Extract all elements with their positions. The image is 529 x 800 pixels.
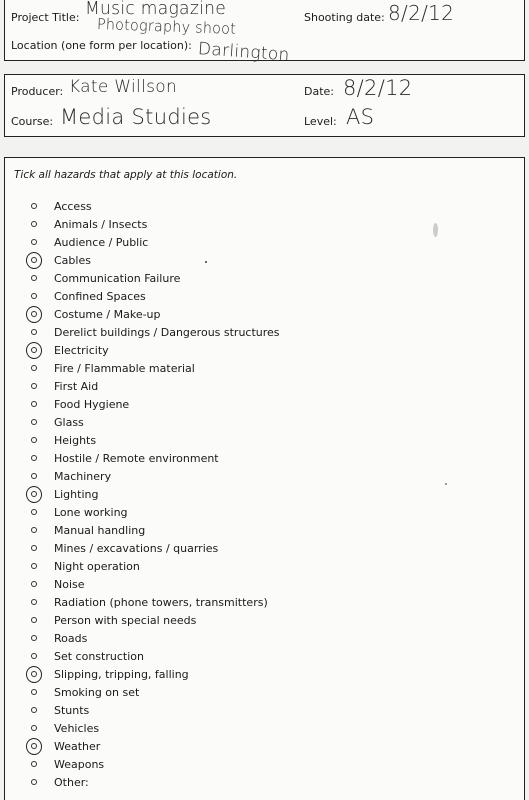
hazard-row[interactable] <box>5 647 524 665</box>
hand-drawn-circle-mark <box>25 665 43 684</box>
hazard-row[interactable] <box>5 395 524 413</box>
location-label: Location (one form per location): <box>11 39 192 52</box>
hazard-row[interactable] <box>5 323 524 341</box>
checkbox-circle-icon[interactable] <box>31 293 37 299</box>
checkbox-circle-icon[interactable] <box>31 329 37 335</box>
hazard-label: Costume / Make-up <box>54 307 161 321</box>
hazard-row[interactable] <box>5 755 524 773</box>
checkbox-circle-icon[interactable] <box>31 455 37 461</box>
checkbox-circle-icon[interactable] <box>31 725 37 731</box>
checkbox-circle-icon[interactable] <box>31 203 37 209</box>
checkbox-circle-icon[interactable] <box>31 545 37 551</box>
hazard-row[interactable] <box>5 413 524 431</box>
checkbox-circle-icon[interactable] <box>31 635 37 641</box>
course-value: Media Studies <box>60 105 212 129</box>
checkbox-circle-icon[interactable] <box>31 419 37 425</box>
hazard-row[interactable] <box>5 773 524 791</box>
checkbox-circle-icon[interactable] <box>31 473 37 479</box>
hazard-label: Electricity <box>54 343 109 357</box>
project-info-section <box>4 0 525 66</box>
hand-drawn-circle-mark <box>25 305 43 324</box>
hazard-instruction: Tick all hazards that apply at this location. <box>14 169 238 181</box>
hazard-label: Heights <box>54 433 97 447</box>
checkbox-circle-icon[interactable] <box>31 383 37 389</box>
hazard-label: Weapons <box>54 757 105 771</box>
shooting-date-value: 8/2/12 <box>388 1 455 25</box>
hazard-row[interactable] <box>5 521 524 539</box>
project-title-value-line2: Photography shoot <box>96 15 237 38</box>
hazard-row[interactable] <box>5 629 524 647</box>
hazard-label: Fire / Flammable material <box>54 361 195 375</box>
hazard-row[interactable] <box>5 233 524 251</box>
checkbox-circle-icon[interactable] <box>31 617 37 623</box>
hazard-row[interactable] <box>5 701 524 719</box>
hazard-label: Mines / excavations / quarries <box>54 541 219 555</box>
date-value: 8/2/12 <box>343 76 413 100</box>
hazard-row[interactable] <box>5 431 524 449</box>
hazard-label: Hostile / Remote environment <box>54 451 219 465</box>
hazard-row[interactable] <box>5 305 524 323</box>
hazard-row[interactable] <box>5 269 524 287</box>
hazard-row[interactable] <box>5 593 524 611</box>
hazard-label: Animals / Insects <box>54 217 148 231</box>
checkbox-circle-icon[interactable] <box>31 401 37 407</box>
hazard-checklist-section <box>4 157 525 800</box>
hazard-label: Glass <box>54 415 84 429</box>
hazard-row[interactable] <box>5 485 524 503</box>
hazard-label: Night operation <box>54 559 140 573</box>
hazard-row[interactable] <box>5 611 524 629</box>
hazard-label: Manual handling <box>54 523 146 537</box>
shooting-date-label: Shooting date: <box>304 11 385 24</box>
pen-dot <box>205 261 207 263</box>
hazard-label: Lighting <box>54 487 99 501</box>
hazard-row[interactable] <box>5 359 524 377</box>
hazard-label: Food Hygiene <box>54 397 130 411</box>
producer-info-section <box>4 74 525 137</box>
hazard-row[interactable] <box>5 557 524 575</box>
hazard-label: Person with special needs <box>54 613 197 627</box>
checkbox-circle-icon[interactable] <box>31 707 37 713</box>
hazard-label: Slipping, tripping, falling <box>54 667 189 681</box>
hazard-row[interactable] <box>5 197 524 215</box>
checkbox-circle-icon[interactable] <box>31 581 37 587</box>
producer-label: Producer: <box>11 85 64 98</box>
checkbox-circle-icon[interactable] <box>31 527 37 533</box>
checkbox-circle-icon[interactable] <box>31 563 37 569</box>
hazard-label: Audience / Public <box>54 235 149 249</box>
hazard-label: Stunts <box>54 703 90 717</box>
hazard-label: Other: <box>54 775 89 789</box>
checkbox-circle-icon[interactable] <box>31 437 37 443</box>
hazard-label: Communication Failure <box>54 271 181 285</box>
date-label: Date: <box>304 85 334 98</box>
checkbox-circle-icon[interactable] <box>31 689 37 695</box>
hazard-row[interactable] <box>5 251 524 269</box>
hazard-row[interactable] <box>5 719 524 737</box>
hazard-row[interactable] <box>5 665 524 683</box>
hazard-label: Lone working <box>54 505 128 519</box>
hand-drawn-circle-mark <box>25 251 43 270</box>
hazard-label: Radiation (phone towers, transmitters) <box>54 595 268 609</box>
hazard-row[interactable] <box>5 683 524 701</box>
hazard-row[interactable] <box>5 377 524 395</box>
producer-value: Kate Willson <box>69 77 178 97</box>
checkbox-circle-icon[interactable] <box>31 221 37 227</box>
checkbox-circle-icon[interactable] <box>31 239 37 245</box>
project-title-label: Project Title: <box>11 11 80 24</box>
checkbox-circle-icon[interactable] <box>31 599 37 605</box>
hazard-label: Cables <box>54 253 91 267</box>
hazard-row[interactable] <box>5 449 524 467</box>
hazard-label: First Aid <box>54 379 99 393</box>
hazard-list <box>5 197 524 791</box>
project-title-value-line1: Music magazine <box>85 0 227 19</box>
hazard-label: Derelict buildings / Dangerous structures <box>54 325 280 339</box>
level-label: Level: <box>304 115 337 128</box>
hand-drawn-circle-mark <box>25 341 43 360</box>
hazard-label: Vehicles <box>54 721 100 735</box>
hazard-label: Noise <box>54 577 85 591</box>
hazard-row[interactable] <box>5 737 524 755</box>
hazard-label: Confined Spaces <box>54 289 146 303</box>
hand-drawn-circle-mark <box>25 485 43 504</box>
hazard-row[interactable] <box>5 539 524 557</box>
checkbox-circle-icon[interactable] <box>31 779 37 785</box>
hazard-label: Machinery <box>54 469 112 483</box>
hazard-label: Roads <box>54 631 88 645</box>
hazard-label: Access <box>54 199 92 213</box>
paper-speck <box>433 223 438 237</box>
checkbox-circle-icon[interactable] <box>31 509 37 515</box>
course-label: Course: <box>11 115 54 128</box>
hazard-row[interactable] <box>5 287 524 305</box>
hazard-label: Set construction <box>54 649 144 663</box>
checkbox-circle-icon[interactable] <box>31 653 37 659</box>
hazard-row[interactable] <box>5 503 524 521</box>
checkbox-circle-icon[interactable] <box>31 365 37 371</box>
hazard-row[interactable] <box>5 575 524 593</box>
hazard-label: Smoking on set <box>54 685 140 699</box>
checkbox-circle-icon[interactable] <box>31 275 37 281</box>
level-value: AS <box>346 105 375 129</box>
location-value: Darlington <box>197 39 291 66</box>
hazard-row[interactable] <box>5 341 524 359</box>
checkbox-circle-icon[interactable] <box>31 761 37 767</box>
paper-speck-2 <box>445 483 447 485</box>
hand-drawn-circle-mark <box>25 737 43 756</box>
hazard-label: Weather <box>54 739 101 753</box>
hazard-row[interactable] <box>5 215 524 233</box>
